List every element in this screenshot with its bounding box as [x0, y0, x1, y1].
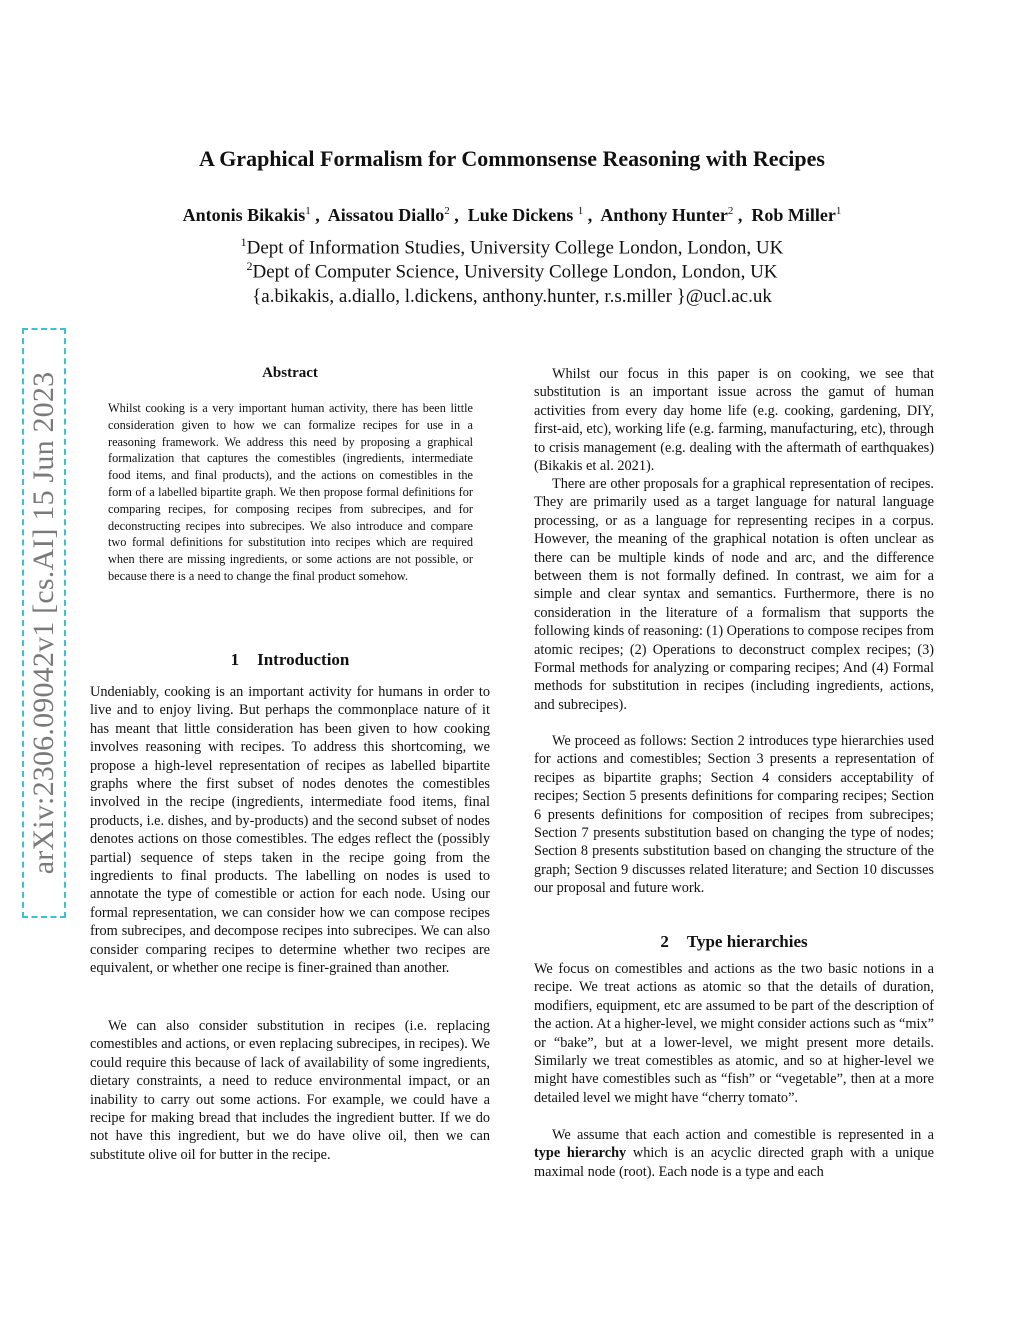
arxiv-identifier: arXiv:2306.09042v1 [cs.AI] 15 Jun 2023 [27, 371, 60, 875]
intro-paragraph-1: Undeniably, cooking is an important activity for humans in order to live and to enjoy living. But perhaps the commonplace nature of it has meant that little consideration has been given to how cooking involves reasoning with recipes. To address this shortcoming, we propose a high-level representation of recipes as labelled bipartite graphs where the first subset of nodes denotes the comestibles involved in the recipe (ingredients, intermediate food items, final products, i.e. dishes, and by-products) and the second subset of nodes denotes actions on those comestibles. The edges reflect the (possibly partial) sequence of steps taken in the recipe going from the ingredients to final products. The labelling on nodes is used to annotate the type of comestible or action for each node. Using our formal representation, we can consider how we can compose recipes from subrecipes, and decompose recipes into subrecipes. We can also consider comparing recipes to determine whether two recipes are equivalent, or whether one recipe is finer-grained than another. [90, 684, 490, 977]
email-addresses: {a.bikakis, a.diallo, l.dickens, anthony.hunter, r.s.miller }@ucl.ac.uk [252, 286, 772, 307]
author: Aissatou Diallo$^2$ , [327, 205, 468, 225]
abstract-heading: Abstract [262, 365, 318, 381]
author: Rob Miller$^1$ [751, 205, 842, 225]
author: Antonis Bikakis$^1$ , [182, 205, 328, 225]
section-heading-introduction: 1 Introduction [230, 650, 350, 669]
type-hierarchies-paragraph-1: We focus on comestibles and actions as the two basic notions in a recipe. We treat actions as atomic so that the details of duration, modifiers, equipment, etc are assumed to be part of the description of the action. At a higher-level, we might consider actions such as “mix” or “bake”, but at a lower-level, we might present more details. Similarly we treat comestibles as atomic, and so at higher-level we might have comestibles such as “fish” or “vegetable”, then at a more detailed level we might have “cherry tomato”. [534, 961, 934, 1106]
author: Luke Dickens $^1$ , [467, 205, 601, 225]
author-list [0, 205, 1024, 226]
intro-paragraph-3: Whilst our focus in this paper is on cooking, we see that substitution is an important issue across the gamut of human activities from every day home life (e.g. cooking, gardening, DIY, first-aid, etc), working life (e.g. farming, manufacturing, etc), through to crisis management (e.g. dealing with the aftermath of earthquakes) (Bikakis et al. 2021). [534, 366, 934, 475]
abstract-text: Whilst cooking is a very important human activity, there has been little consideration given to how we can formalize recipes for use in a reasoning framework. We address this need by proposing a graphical formalization that captures the comestibles (ingredients, intermediate food items, and final products), and the actions on comestibles in the form of a labelled bipartite graph. We then propose formal definitions for comparing recipes, for composing recipes from subrecipes, and for deconstructing recipes into subrecipes. We also introduce and compare two formal definitions for substitution into recipes which are required when there are missing ingredients, or some actions are not possible, or because there is a need to change the final product somehow. [108, 401, 473, 583]
intro-paragraph-4: There are other proposals for a graphical representation of recipes. They are primarily used as a target language for natural language processing, or as a language for representing recipes in a corpus. However, the meaning of the graphical notation is often unclear as there can be multiple kinds of node and arc, and the difference between them is not formally defined. In contrast, we aim for a simple and clear syntax and semantics. Furthermore, there is no consideration in the literature of a formalism that supports the following kinds of reasoning: (1) Operations to compose recipes from atomic recipes; (2) Operations to deconstruct complex recipes; (3) Formal methods for analyzing or comparing recipes; And (4) Formal methods for substitution in recipes (including ingredients, actions, and subrecipes). [534, 476, 934, 713]
affiliation-1: $^1$Dept of Information Studies, University College London, London, UK [240, 235, 784, 259]
paper-title: A Graphical Formalism for Commonsense Reasoning with Recipes [199, 146, 825, 171]
intro-paragraph-5: We proceed as follows: Section 2 introduces type hierarchies used for actions and comestibles; Section 3 presents a representation of recipes as bipartite graphs; Section 4 considers acceptability of recipes; Section 5 presents definitions for comparing recipes; Section 6 presents definitions for composition of recipes from subrecipes; Section 7 presents substitution based on changing the type of nodes; Section 8 presents substitution based on changing the structure of the graph; Section 9 discusses related literature; and Section 10 discusses our proposal and future work. [534, 733, 934, 897]
affiliation-2: $^2$Dept of Computer Science, University College London, London, UK [246, 259, 778, 283]
section-heading-type-hierarchies: 2 Type hierarchies [660, 932, 808, 951]
type-hierarchy-term: type hierarchy [534, 1145, 627, 1162]
author: Anthony Hunter$^2$ , [600, 205, 752, 225]
type-hierarchies-paragraph-2: We assume that each action and comestible is represented in a type hierarchy which is an acyclic directed graph with a unique maximal node (root). Each node is a type and each [534, 1127, 934, 1180]
intro-paragraph-2: We can also consider substitution in recipes (i.e. replacing comestibles and actions, or even replacing subrecipes, in recipes). We could require this because of lack of availability of some ingredients, dietary constraints, a need to reduce environmental impact, or an inability to carry out some actions. For example, we could have a recipe for making bread that includes the ingredient butter. If we do not have this ingredient, but we do have olive oil, then we can substitute olive oil for butter in the recipe. [90, 1018, 490, 1163]
